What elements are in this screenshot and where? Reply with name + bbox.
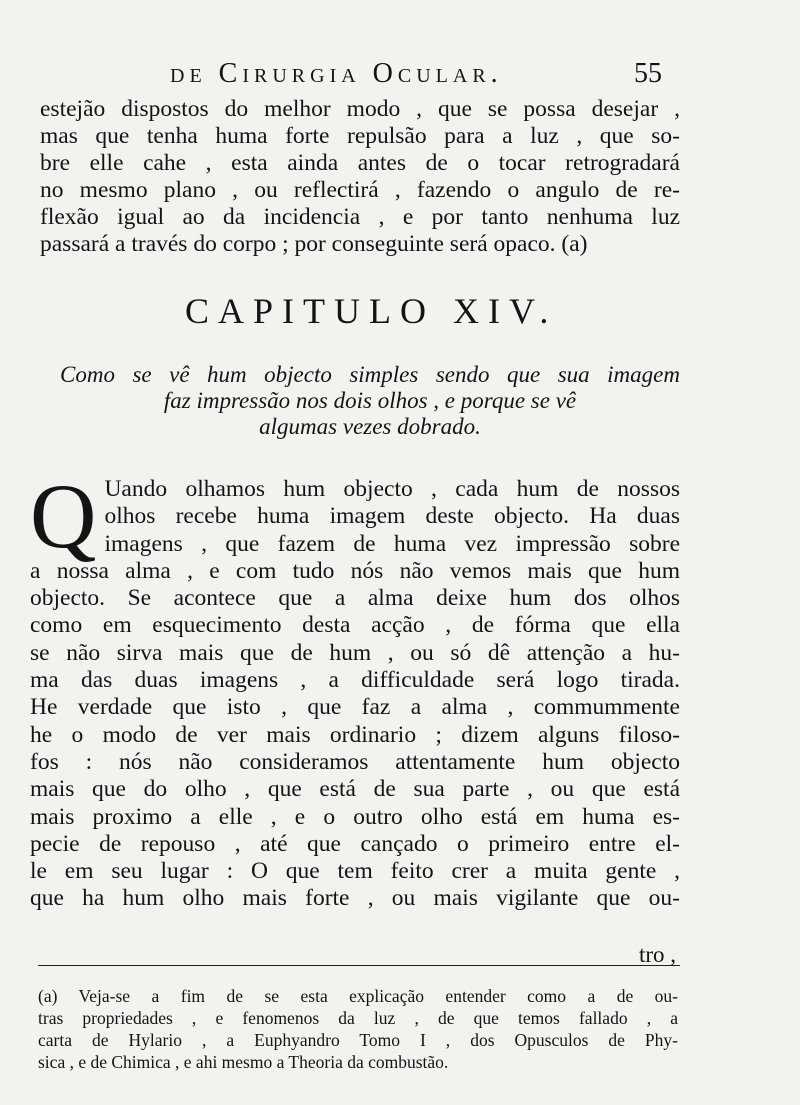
subtitle-line: algumas vezes dobrado. <box>259 414 481 439</box>
text-line: no mesmo plano , ou reflectirá , fazendo o angulo de re- <box>40 177 680 203</box>
chapter-subtitle <box>60 362 680 440</box>
page-header <box>160 58 660 98</box>
text-line: objecto. Se acontece que a alma deixe hum dos olhos <box>30 585 680 612</box>
text-line: ma das duas imagens , a difficuldade será logo tirada. <box>30 667 680 694</box>
subtitle-line: faz impressão nos dois olhos , e porque se vê <box>163 388 577 413</box>
text-line: olhos recebe huma imagem deste objecto. Ha duas <box>104 503 680 530</box>
text-line: imagens , que fazem de huma vez impressão sobre <box>104 530 680 557</box>
text-line: mas que tenha huma forte repulsão para a luz , que so- <box>40 123 680 149</box>
page-number: 55 <box>634 58 662 89</box>
main-paragraph <box>30 465 680 913</box>
text-line: He verdade que isto , que faz a alma , commummente <box>30 694 680 721</box>
catchword: tro , <box>638 942 676 967</box>
footnote <box>38 985 678 1073</box>
text-line: estejão dispostos do melhor modo , que se possa desejar , <box>40 96 680 122</box>
text-line: bre elle cahe , esta ainda antes de o tocar retrogradará <box>40 150 680 176</box>
text-line: se não sirva mais que de hum , ou só dê attenção a hu- <box>30 639 680 666</box>
chapter-title: CAPITULO XIV. <box>185 291 558 331</box>
footnote-line: (a) Veja-se a fim de se esta explicação entender como a de ou- <box>38 986 678 1006</box>
footnote-line: sica , e de Chimica , e ahi mesmo a Theoria da combustão. <box>38 1052 449 1072</box>
text-line: le em seu lugar : O que tem feito crer a muita gente , <box>30 858 680 885</box>
text-line: mais que do olho , que está de sua parte , ou que está <box>30 776 680 803</box>
text-line: pecie de repouso , até que cançado o primeiro entre el- <box>30 830 680 857</box>
opening-text <box>40 96 680 258</box>
text-line: passará a través do corpo ; por conseguinte será opaco. (a) <box>40 231 588 257</box>
drop-cap: Q <box>30 465 97 567</box>
subtitle-line: Como se vê hum objecto simples sendo que sua imagem <box>60 362 680 387</box>
footnote-line: carta de Hylario , a Euphyandro Tomo I , dos Opusculos de Phy- <box>38 1030 678 1050</box>
text-line: mais proximo a elle , e o outro olho está em huma es- <box>30 803 680 830</box>
footnote-divider <box>38 965 680 966</box>
text-line: a nossa alma , e com tudo nós não vemos mais que hum <box>30 557 680 584</box>
running-head: de Cirurgia Ocular. <box>170 58 503 89</box>
text-line: he o modo de ver mais ordinario ; dizem alguns filoso- <box>30 721 680 748</box>
text-line: flexão igual ao da incidencia , e por tanto nenhuma luz <box>40 204 680 230</box>
footnote-line: tras propriedades , e fenomenos da luz , de que temos fallado , a <box>38 1008 678 1028</box>
text-line: que ha hum olho mais forte , ou mais vigilante que ou- <box>30 885 680 912</box>
text-line: fos : nós não consideramos attentamente hum objecto <box>30 748 680 775</box>
text-line: como em esquecimento desta acção , de fórma que ella <box>30 612 680 639</box>
text-line: Uando olhamos hum objecto , cada hum de nossos <box>104 476 680 502</box>
